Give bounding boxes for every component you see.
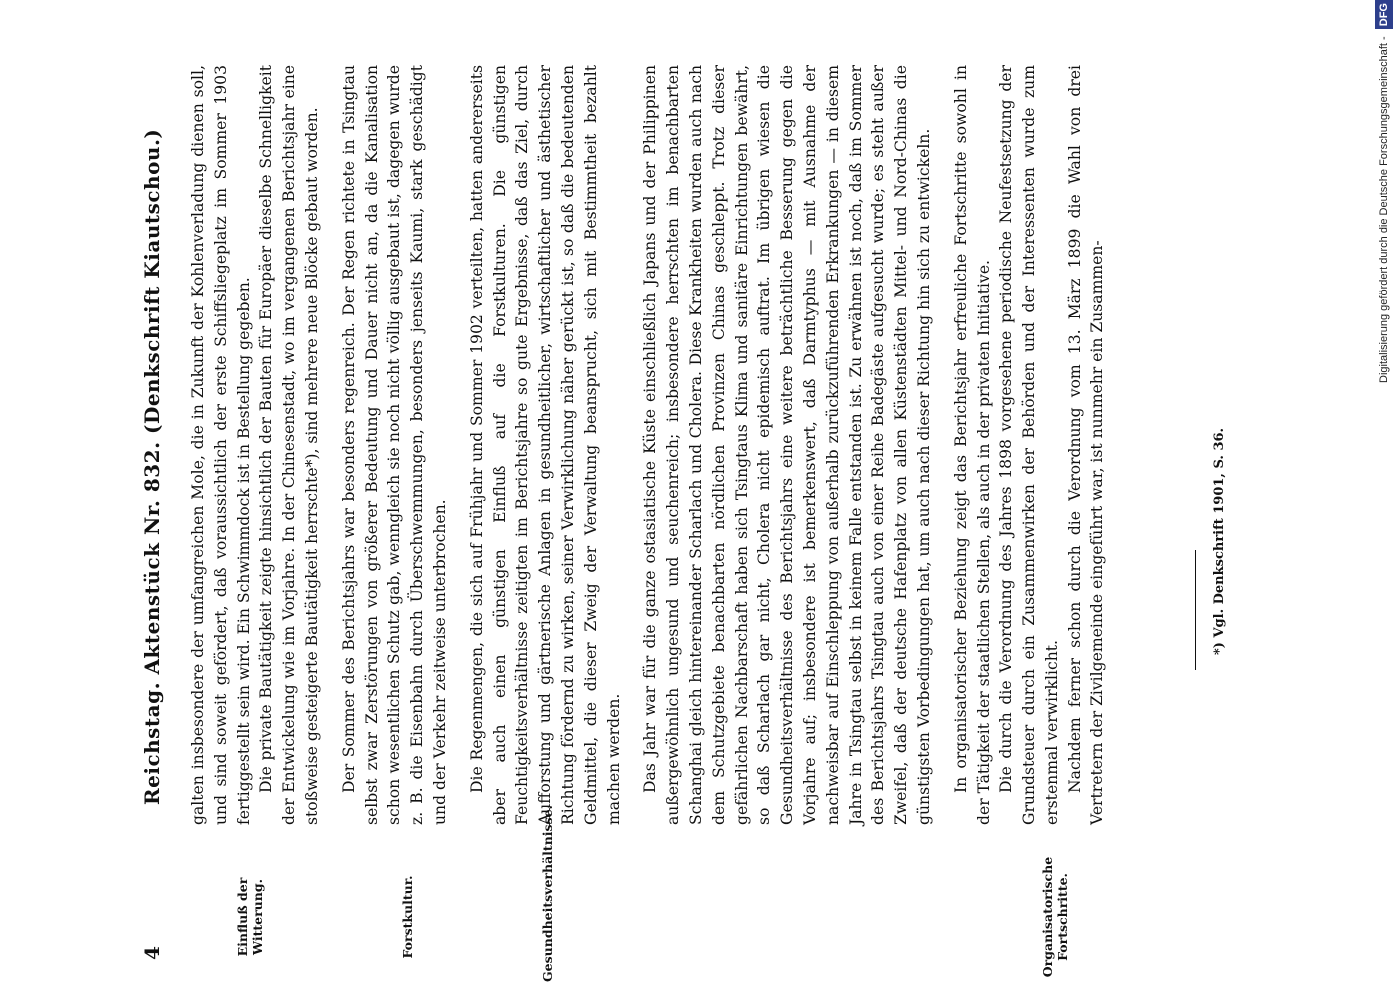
page-title: Reichstag. Aktenstück Nr. 832. (Denkschrift Kiautschou.) [140, 128, 164, 805]
paragraph: galten insbesondere der umfangreichen Mole, die in Zukunft der Kohlenverladung dienen soll, und sind soweit gefördert, daß voraussichtlich der erste Schiffsliegeplatz im Sommer 1903 fertiggestellt sein wird. Ein Schwimmdock ist in Bestellung gegeben. [189, 65, 253, 825]
footnote-divider [1195, 550, 1196, 670]
paragraph: Der Sommer des Berichtsjahrs war besonders regenreich. Der Regen richtete in Tsingtau selbst zwar Zerstörungen von größerer Bedeutung und Dauer nicht an, da die Kanalisation schon wesentlichen Schutz gab, wenngleich sie noch nicht völlig ausgebaut ist, dagegen wurde z. B. die Eisenbahn durch Überschwemmungen, besonders jenseits Kaumi, stark geschädigt und der Verkehr zeitweise unterbrochen. [339, 65, 449, 825]
body-text [187, 65, 1109, 825]
page-number: 4 [140, 945, 164, 960]
sidenote-organisation: Organisatorische Fortschritte. [1040, 856, 1070, 978]
paragraph: Nachdem ferner schon durch die Verordnung vom 13. März 1899 die Wahl von drei Vertretern der Zivilgemeinde eingeführt war, ist nunmehr ein Zusammen- [1065, 65, 1107, 825]
stamp-text: Digitalisierung gefördert durch die Deutsche Forschungsgemeinschaft - [1378, 36, 1390, 383]
sidenote-forstkultur: Forstkultur. [400, 875, 415, 959]
paragraph: Die durch die Verordnung des Jahres 1898 vorgesehene periodische Neufestsetzung der Grundsteuer durch ein Zusammenwirken der Behörden und der Interessenten wurde zum erstenmal verwirklicht. [997, 65, 1061, 825]
footnote: *) Vgl. Denkschrift 1901, S. 36. [1212, 427, 1227, 655]
page-header [140, 40, 170, 960]
sidenote-gesundheit: Gesundheitsverhältnisse. [540, 805, 555, 982]
sidenote-witterung: Einfluß der Witterung. [235, 877, 265, 957]
dfg-logo: DFG [1375, 0, 1393, 29]
paragraph: In organisatorischer Beziehung zeigt das Berichtsjahr erfreuliche Fortschritte sowohl in der Tätigkeit der staatlichen Stellen, als auch in der privaten Initiative. [951, 65, 993, 825]
digitization-stamp [1375, 0, 1393, 1000]
paragraph: Die private Bautätigkeit zeigte hinsichtlich der Bauten für Europäer dieselbe Schnelligkeit der Entwickelung wie im Vorjahre. In der Chinesenstadt, wo im vergangenen Berichtsjahr eine stoßweise gesteigerte Bautätigkeit herrschte*), sind mehrere neue Blöcke gebaut worden. [257, 65, 321, 825]
paragraph: Die Regenmengen, die sich auf Frühjahr und Sommer 1902 verteilten, hatten andererseits aber auch einen günstigen Einfluß auf die Forstkulturen. Die günstigen Feuchtigkeitsverhältnisse zeitigten im Berichtsjahre so gute Ergebnisse, daß das Ziel, durch Aufforstung und gärtnerische Anlagen in gesundheitlicher, wirtschaftlicher und ästhetischer Richtung fördernd zu wirken, seiner Verwirklichung näher gerückt ist, so daß die bedeutenden Geldmittel, die dieser Zweig der Verwaltung beansprucht, sich mit Bestimmtheit bezahlt machen werden. [467, 65, 623, 825]
paragraph: Das Jahr war für die ganze ostasiatische Küste einschließlich Japans und der Philippinen außergewöhnlich ungesund und seuchenreich; insbesondere herrschten im benachbarten Schanghai gleich hintereinander Scharlach und Cholera. Diese Krankheiten wurden auch nach dem Schutzgebiete benachbarten nördlichen Provinzen Chinas geschleppt. Trotz dieser gefährlichen Nachbarschaft haben sich Tsingtaus Klima und sanitäre Einrichtungen bewährt, so daß Scharlach gar nicht, Cholera nicht epidemisch auftrat. Im übrigen wiesen die Gesundheitsverhältnisse des Berichtsjahrs eine weitere beträchtliche Besserung gegen die Vorjahre auf; insbesondere ist bemerkenswert, daß Darmtyphus — mit Ausnahme der nachweisbar auf Einschleppung von außerhalb zurückzuführenden Erkrankungen — in diesem Jahre in Tsingtau selbst in keinem Falle entstanden ist. Zu erwähnen ist noch, daß im Sommer des Berichtsjahrs Tsingtau auch von einer Reihe Badegäste aufgesucht wurde; es steht außer Zweifel, daß der deutsche Hafenplatz von allen Küstenstädten Mittel- und Nord-Chinas die günstigsten Vorbedingungen hat, um auch nach dieser Richtung hin sich zu entwickeln. [641, 65, 933, 825]
